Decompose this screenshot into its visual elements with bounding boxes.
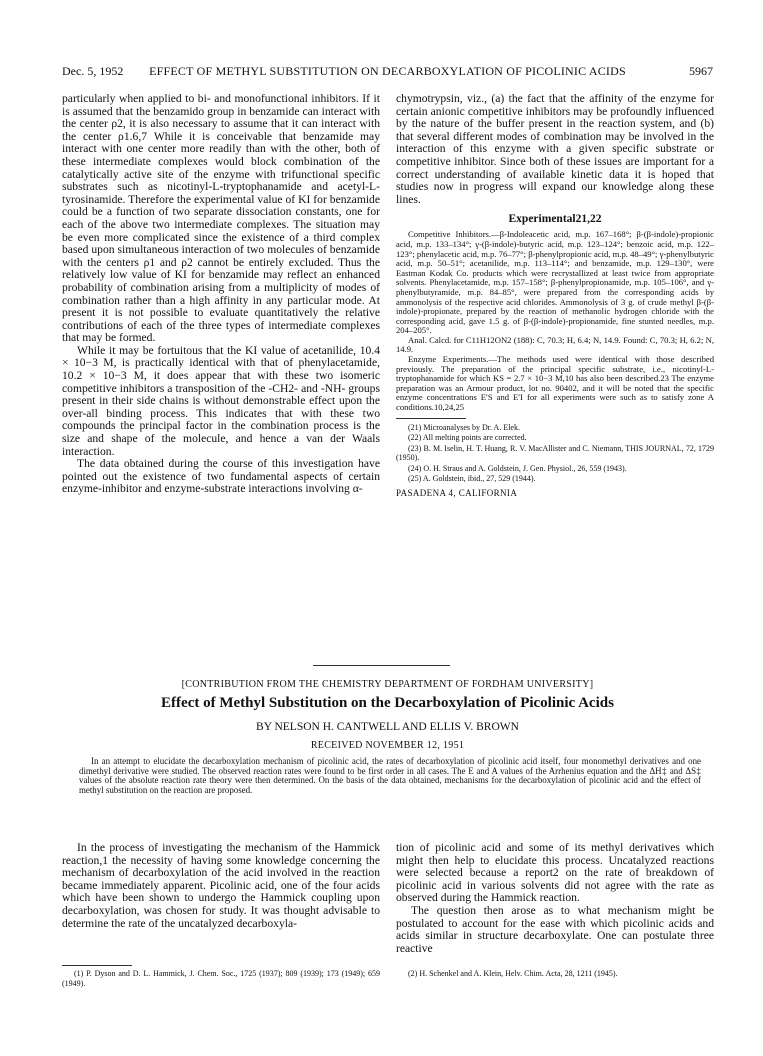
- intro-paragraph-left: In the process of investigating the mechanism of the Hammick reaction,1 the necessity of having some knowledge concerning the mechanism of decarboxylation of the acid involved in the reaction became immediately apparent. Picolinic acid, one of the four acids which have been shown to undergo the Hammick coupling upon decarboxylation, was chosen for study. It was thought advisable to determine the rate of the uncatalyzed decarboxyla-: [62, 841, 380, 930]
- footnote-24: (24) O. H. Straus and A. Goldstein, J. Gen. Physiol., 26, 559 (1943).: [408, 463, 627, 473]
- footnote-divider: [396, 418, 466, 419]
- right-paragraph-1: chymotrypsin, viz., (a) the fact that the affinity of the enzyme for certain anionic competitive inhibitors may be profoundly influenced by the nature of the buffer present in the reaction system, and (b) that several different modes of combination may be involved in the interaction of this enzyme with a given specific substrate or competitive inhibitor. Since both of these issues are important for a correct understanding of available kinetic data it is hoped that studies now in progress will expand our knowledge along these lines.: [396, 92, 714, 206]
- running-header: [62, 64, 713, 82]
- place-line: PASADENA 4, CALIFORNIA: [396, 487, 518, 498]
- contribution-line: [CONTRIBUTION FROM THE CHEMISTRY DEPARTMENT OF FORDHAM UNIVERSITY]: [181, 679, 594, 690]
- experimental-heading: Experimental21,22: [508, 213, 602, 226]
- footnote-2-text: (2) H. Schenkel and A. Klein, Helv. Chim. Acta, 28, 1211 (1945).: [408, 969, 618, 978]
- experimental-inhibitors: Competitive Inhibitors.—β-Indoleacetic acid, m.p. 167–168°; β-(β-indole)-propionic acid, m.p. 133–134°; γ-(β-indole)-butyric acid, m.p. 123–124°; benzoic acid, m.p. 122–123°; phenylacetic acid, m.p. 76–77°; β-phenylpropionic acid, m.p. 48–49°; γ-phenylbutyric acid, m.p. 50–51°; acetanilide, m.p. 113–114°; and benzamide, m.p. 129–130°, were Eastman Kodak Co. products which were recrystallized at least twice from appropriate solvents. Phenylacetamide, m.p. 157–158°; β-phenylpropionamide, m.p. 105–106°, and γ-phenylbutyramide, m.p. 84–85°, were prepared from the corresponding acids by ammonolysis of the respective acid chlorides. Ammonolysis of 3 g. of crude methyl β-(β-indole)-propionate, prepared by the reaction of methanolic hydrogen chloride with the corresponding acid, gave 1.5 g. of β-(β-indole)-propionamide, fine stunted needles, m.p. 204–205°.: [396, 229, 714, 336]
- experimental-analysis: Anal. Calcd. for C11H12ON2 (188): C, 70.3; H, 6.4; N, 14.9. Found: C, 70.3; H, 6.2; N, 14.9.: [396, 334, 714, 355]
- section-divider: [313, 665, 450, 666]
- right-footnotes: [396, 423, 714, 484]
- abstract-text: In an attempt to elucidate the decarboxylation mechanism of picolinic acid, the rates of decarboxylation of picolinic acid itself, four monomethyl derivatives and one dimethyl derivative were studied. The observed reaction rates were found to be first order in all cases. The E and A values of the Arrhenius equation and the ΔH‡ and ΔS‡ values of the absolute reaction rate theory were then determined. On the basis of the data obtained, mechanisms for the decarboxylation of picolinic acid and the effect of methyl substitution on the reaction are proposed.: [79, 756, 701, 796]
- abstract: [79, 757, 701, 796]
- received-date: RECEIVED NOVEMBER 12, 1951: [310, 740, 465, 751]
- header-date: Dec. 5, 1952: [62, 64, 124, 78]
- footnote-1: [62, 965, 380, 988]
- footnote-22: (22) All melting points are corrected.: [408, 433, 527, 443]
- article-authors: BY NELSON H. CANTWELL AND ELLIS V. BROWN: [256, 721, 519, 733]
- header-running-title: EFFECT OF METHYL SUBSTITUTION ON DECARBOXYLATION OF PICOLINIC ACIDS: [149, 64, 626, 78]
- footnote-1-text: (1) P. Dyson and D. L. Hammick, J. Chem. Soc., 1725 (1937); 809 (1939); 173 (1949); 659 (1949).: [62, 969, 380, 988]
- footnote-1-divider: [62, 965, 132, 966]
- lower-left-column: [62, 842, 380, 930]
- header-page-number: 5967: [689, 64, 713, 78]
- experimental-enzyme: Enzyme Experiments.—The methods used were identical with those described previously. The preparation of the principal specific substrate, i.e., nicotinyl-L-tryptophanamide for which KS = 2.7 × 10−3 M,10 has also been described.23 The enzyme preparation was an Armour product, lot no. 90402, and it will be noted that the specific enzyme concentrations E′S and E′I for all experiments were such as to satisfy zone A conditions.10,24,25: [396, 354, 714, 413]
- lower-right-column: [396, 842, 714, 955]
- upper-left-column: [62, 93, 380, 496]
- article-title: Effect of Methyl Substitution on the Decarboxylation of Picolinic Acids: [161, 695, 614, 711]
- upper-right-column: [396, 93, 714, 498]
- intro-paragraph-right-2: The question then arose as to what mechanism might be postulated to account for the ease with which picolinic acids and acids similar in structure decarboxylate. One can postulate three reactive: [396, 903, 714, 955]
- footnote-2: [396, 969, 714, 979]
- left-paragraph-3: The data obtained during the course of this investigation have pointed out the existence of two fundamental aspects of certain enzyme-inhibitor and enzyme-substrate interactions involving α-: [62, 457, 380, 496]
- left-paragraph-2: While it may be fortuitous that the KI value of acetanilide, 10.4 × 10−3 M, is practically identical with that of phenylacetamide, 10.2 × 10−3 M, it does appear that with these two isomeric competitive inhibitors a transposition of the -CH2- and -NH- groups present in their side chains is without demonstrable effect upon the over-all binding process. This indicates that with these two compounds the principal factor in the combination process is the size and shape of the molecule, and hence a van der Waals interaction.: [62, 343, 380, 458]
- footnote-25: (25) A. Goldstein, ibid., 27, 529 (1944).: [408, 474, 536, 484]
- left-paragraph-1: particularly when applied to bi- and monofunctional inhibitors. If it is assumed that the benzamido group in benzamide can interact with the center ρ2, it is also necessary to assume that it can interact with the center ρ1.6,7 While it is conceivable that benzamide may interact with one center more readily than with the other, both of these intermediate complexes would block combination of the catalytically active site of the enzyme with trifunctional specific substrates such as nicotinyl-L-tryptophanamide and acetyl-L-tyrosinamide. Therefore the experimental value of KI for benzamide could be a function of two separate dissociation constants, one for each of the above two intermediate complexes. The situation may be even more complicated since the existence of a third complex based upon simultaneous interaction of two molecules of benzamide with the centers ρ1 and ρ2 cannot be entirely excluded. Thus the relatively low value of KI for benzamide may reflect an enhanced probability of combination arising from a multiplicity of modes of combination rather than a high affinity in any particular mode. At present it is not possible to evaluate quantitatively the relative contributions of each of the three types of intermediate complexes that may be formed.: [62, 92, 380, 345]
- footnote-23: (23) B. M. Iselin, H. T. Huang, R. V. MacAllister and C. Niemann, THIS JOURNAL, 72, 1729 (1950).: [396, 443, 714, 463]
- intro-paragraph-right-1: tion of picolinic acid and some of its methyl derivatives which might then help to elucidate this process. Uncatalyzed reactions were selected because a report2 on the rate of breakdown of picolinic acid in various solvents did not agree with the rate as observed during the Hammick reaction.: [396, 841, 714, 905]
- footnote-21: (21) Microanalyses by Dr. A. Elek.: [408, 422, 520, 432]
